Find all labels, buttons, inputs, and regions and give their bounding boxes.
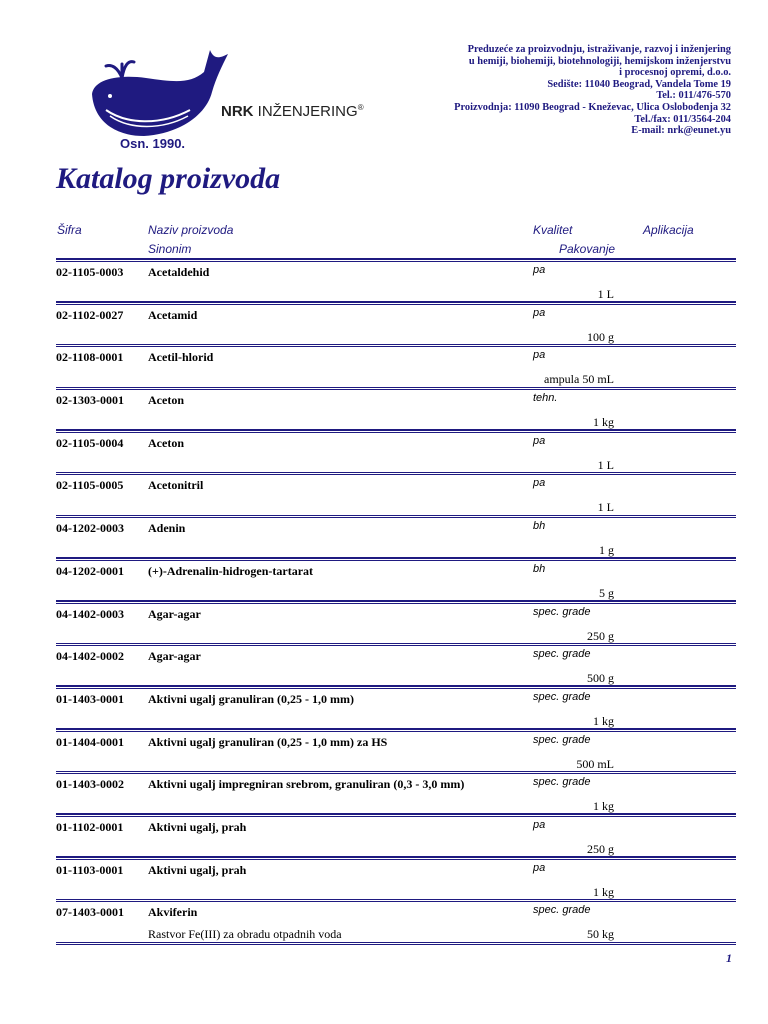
product-code: 04-1202-0001: [56, 563, 124, 578]
product-code: 07-1403-0001: [56, 905, 124, 920]
company-info-line: Proizvodnja: 11090 Beograd - Kneževac, Ulica Oslobođenja 32: [454, 101, 731, 113]
table-row: [0, 604, 768, 647]
table-row: [0, 902, 768, 945]
product-code: 02-1105-0003: [56, 265, 124, 279]
table-row: [0, 390, 768, 433]
table-row: [0, 518, 768, 561]
product-packaging: 1 kg: [593, 713, 614, 728]
company-info-line: Tel.: 011/476-570: [656, 90, 731, 102]
product-quality: tehn.: [533, 392, 558, 405]
table-row: [0, 860, 768, 903]
product-name: Aktivni ugalj, prah: [148, 819, 247, 834]
header-code: Šifra: [57, 223, 82, 237]
product-packaging: 1 kg: [593, 799, 614, 814]
company-info-line: Sedište: 11040 Beograd, Vandela Tome 19: [547, 78, 731, 90]
product-packaging: 50 kg: [587, 927, 614, 942]
table-row: [0, 689, 768, 732]
header-quality: Kvalitet: [533, 223, 573, 237]
company-info-line: u hemiji, biohemiji, biotehnologiji, hemijskom inženjerstvu: [468, 55, 731, 67]
logo-established: Osn. 1990.: [120, 136, 186, 151]
product-name: Aktivni ugalj, prah: [148, 862, 247, 877]
product-name: Acetamid: [148, 307, 198, 322]
product-quality: pa: [533, 434, 546, 447]
product-packaging: 1 L: [597, 287, 614, 301]
table-row: [0, 732, 768, 775]
product-name: Aktivni ugalj granuliran (0,25 - 1,0 mm): [148, 691, 355, 706]
table-row: [0, 475, 768, 518]
company-info-line: i procesnoj opremi, d.o.o.: [619, 67, 731, 79]
product-name: Aceton: [148, 393, 184, 408]
product-packaging: 500 g: [587, 671, 614, 686]
table-row: [0, 347, 768, 390]
product-name: Aktivni ugalj impregniran srebrom, granuliran (0,3 - 3,0 mm): [148, 777, 465, 792]
table-row: [0, 646, 768, 689]
product-packaging: 250 g: [587, 628, 614, 643]
product-table: [0, 262, 768, 945]
product-name: Agar-agar: [148, 649, 201, 664]
product-synonym: Rastvor Fe(III) za obradu otpadnih voda: [148, 927, 342, 942]
product-code: 04-1202-0003: [56, 521, 124, 536]
company-info: [401, 44, 731, 137]
product-packaging: 1 L: [597, 500, 614, 515]
product-name: Akviferin: [148, 905, 198, 920]
company-logo: [86, 44, 366, 156]
product-quality: pa: [533, 306, 546, 319]
product-quality: pa: [533, 349, 546, 362]
product-name: Acetonitril: [148, 478, 204, 493]
product-name: Agar-agar: [148, 606, 201, 621]
table-row: [0, 561, 768, 604]
product-packaging: 1 L: [597, 457, 614, 472]
product-name: Acetaldehid: [148, 265, 210, 279]
table-row: [0, 774, 768, 817]
product-quality: pa: [533, 861, 546, 874]
row-divider: [56, 942, 736, 946]
company-info-line: Tel./fax: 011/3564-204: [634, 113, 731, 125]
product-code: 01-1403-0002: [56, 777, 124, 792]
product-code: 02-1105-0004: [56, 435, 124, 450]
product-code: 02-1303-0001: [56, 393, 124, 408]
page-title: Katalog proizvoda: [56, 162, 281, 195]
product-quality: pa: [533, 477, 546, 490]
table-row: [0, 433, 768, 476]
product-code: 02-1102-0027: [56, 307, 124, 322]
product-packaging: 1 kg: [593, 884, 614, 899]
product-name: Acetil-hlorid: [148, 350, 214, 365]
product-packaging: 100 g: [587, 329, 614, 344]
product-code: 04-1402-0003: [56, 606, 124, 621]
product-quality: bh: [533, 562, 546, 575]
logo-brand-name: NRK INŽENJERING®: [221, 103, 364, 120]
header-application: Aplikacija: [643, 223, 694, 237]
product-name: Adenin: [148, 521, 186, 536]
product-code: 02-1105-0005: [56, 478, 124, 493]
product-packaging: 1 g: [599, 543, 614, 558]
product-packaging: 5 g: [599, 585, 614, 600]
product-quality: spec. grade: [533, 605, 591, 618]
product-packaging: 1 kg: [593, 415, 614, 430]
product-code: 04-1402-0002: [56, 649, 124, 664]
product-quality: spec. grade: [533, 733, 591, 746]
product-name: (+)-Adrenalin-hidrogen-tartarat: [148, 563, 314, 578]
table-row: [0, 262, 768, 305]
product-quality: spec. grade: [533, 904, 591, 917]
table-row: [0, 305, 768, 348]
product-quality: spec. grade: [533, 690, 591, 703]
product-quality: bh: [533, 520, 546, 533]
product-code: 01-1403-0001: [56, 691, 124, 706]
product-name: Aceton: [148, 435, 184, 450]
header-synonym: Sinonim: [148, 242, 192, 256]
company-info-line: Preduzeće za proizvodnju, istraživanje, razvoj i inženjering: [467, 44, 731, 55]
product-code: 01-1103-0001: [56, 862, 124, 877]
product-name: Aktivni ugalj granuliran (0,25 - 1,0 mm) za HS: [148, 734, 388, 749]
product-quality: spec. grade: [533, 648, 591, 661]
product-packaging: 500 mL: [576, 756, 614, 771]
page-number: 1: [726, 951, 732, 965]
product-quality: pa: [533, 818, 546, 831]
product-packaging: 250 g: [587, 841, 614, 856]
product-code: 01-1404-0001: [56, 734, 124, 749]
company-info-line: E-mail: nrk@eunet.yu: [631, 125, 731, 137]
product-code: 01-1102-0001: [56, 819, 124, 834]
product-code: 02-1108-0001: [56, 350, 124, 365]
header-packaging: Pakovanje: [559, 242, 616, 256]
product-quality: spec. grade: [533, 776, 591, 789]
product-packaging: ampula 50 mL: [544, 372, 614, 387]
header-name: Naziv proizvoda: [148, 223, 234, 237]
product-quality: pa: [533, 264, 546, 276]
table-row: [0, 817, 768, 860]
